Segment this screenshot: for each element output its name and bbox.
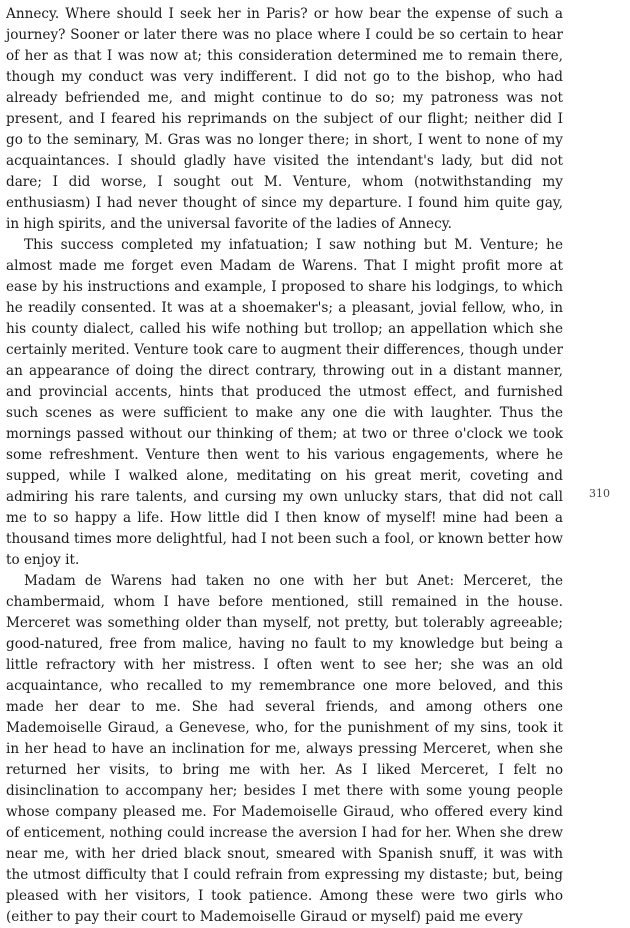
paragraph-continued: Annecy. Where should I seek her in Paris? or how bear the expense of such a journey? Sooner or later there was no place where I could be so certain to hear of her as that I was now at; this consideration determined me to remain there, though my conduct was very indifferent. I did not go to the bishop, who had already befriended me, and might continue to do so; my patroness was not present, and I feared his reprimands on the subject of our flight; neither did I go to the seminary, M. Gras was no longer there; in short, I went to none of my acquaintances. I should gladly have visited the intendant's lady, but did not dare; I did worse, I sought out M. Venture, whom (notwithstanding my enthusiasm) I had never thought of since my departure. I found him quite gay, in high spirits, and the universal favorite of the ladies of Annecy. [6, 6, 563, 232]
paragraph-venture: This success completed my infatuation; I saw nothing but M. Venture; he almost made me forget even Madam de Warens. That I might profit more at ease by his instructions and example, I proposed to share his lodgings, to which he readily consented. It was at a shoemaker's; a pleasant, jovial fellow, who, in his county dialect, called his wife nothing but trollop; an appellation which she certainly merited. Venture took care to augment their differences, though under an appearance of doing the direct contrary, throwing out in a distant manner, and provincial accents, hints that produced the utmost effect, and furnished such scenes as were sufficient to make any one die with laughter. Thus the mornings passed without our thinking of them; at two or three o'clock we took some refreshment. Venture then went to his various engagements, where he supped, while I walked alone, meditating on his great merit, coveting and admiring his rare talents, and cursing my own unlucky stars, that did not call me to so happy a life. How little did I then know of myself! mine had been a thousand times more delightful, had I not been such a fool, or known better how to enjoy it. [6, 237, 563, 568]
page-number: 310 [589, 487, 610, 500]
text-column [6, 4, 563, 928]
paragraph-merceret: Madam de Warens had taken no one with her but Anet: Merceret, the chambermaid, whom I have before mentioned, still remained in the house. Merceret was something older than myself, not pretty, but tolerably agreeable; good-natured, free from malice, having no fault to my knowledge but being a little refractory with her mistress. I often went to see her; she was an old acquaintance, who recalled to my remembrance one more beloved, and this made her dear to me. She had several friends, and among others one Mademoiselle Giraud, a Genevese, who, for the punishment of my sins, took it in her head to have an inclination for me, always pressing Merceret, when she returned her visits, to bring me with her. As I liked Merceret, I felt no disinclination to accompany her; besides I met there with some young people whose company pleased me. For Mademoiselle Giraud, who offered every kind of enticement, nothing could increase the aversion I had for her. When she drew near me, with her dried black snout, smeared with Spanish snuff, it was with the utmost difficulty that I could refrain from expressing my distaste; but, being pleased with her visitors, I took patience. Among these were two girls who (either to pay their court to Mademoiselle Giraud or myself) paid me every [6, 573, 563, 925]
